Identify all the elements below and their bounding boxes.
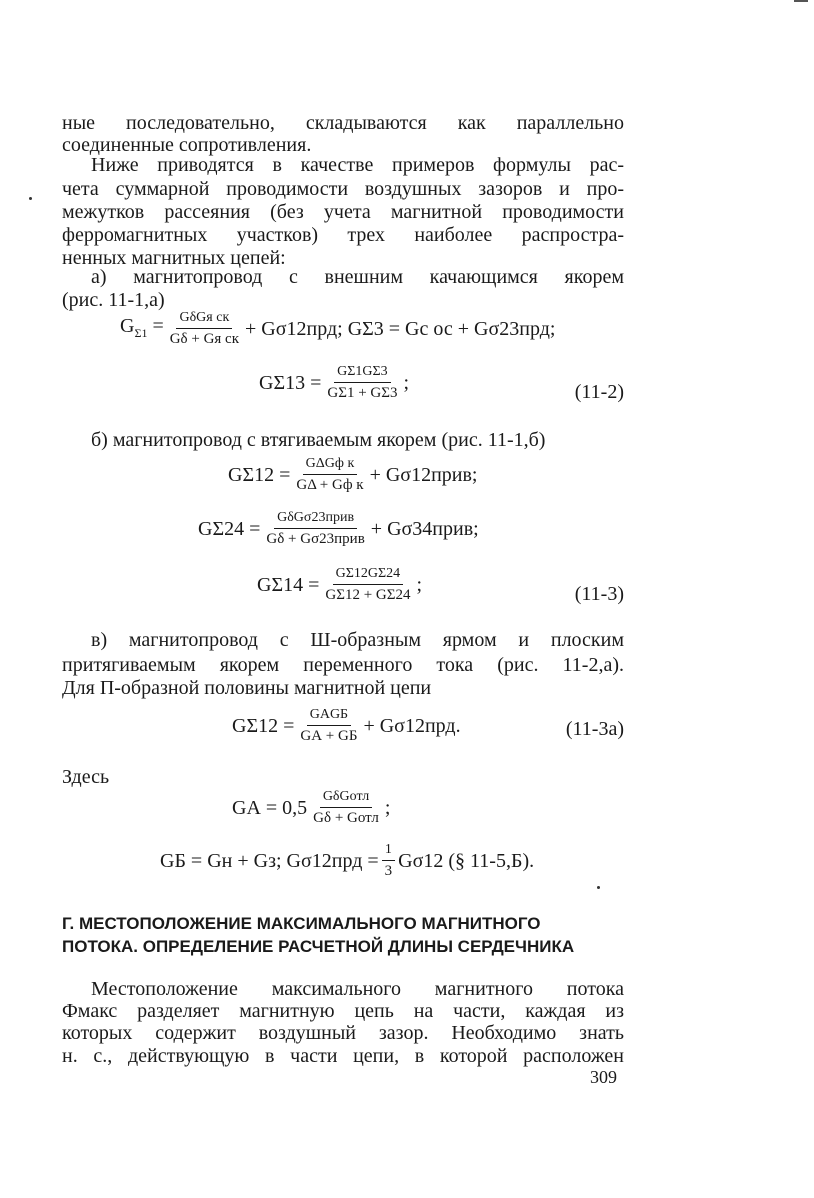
text-line: чета суммарной проводимости воздушных зазоров и про- — [62, 178, 624, 200]
section-heading: ПОТОКА. ОПРЕДЕЛЕНИЕ РАСЧЕТНОЙ ДЛИНЫ СЕРДЕЧНИКА — [62, 937, 575, 956]
text-line: межутков рассеяния (без учета магнитной проводимости — [62, 201, 624, 223]
formula-a2: GΣ13 = $\frac{G\Sigma 1G\Sigma 3}{G\Sigma 1 + G\Sigma 3}$ ; — [259, 364, 410, 401]
text-line: б) магнитопровод с втягиваемым якорем (рис. 11-1,б) — [91, 429, 546, 451]
page-number: 309 — [590, 1067, 617, 1087]
text-line: а) магнитопровод с внешним качающимся якорем — [91, 266, 624, 288]
equation-number: (11-2) — [574, 381, 624, 403]
text-line: н. с., действующую в части цепи, в которой расположен — [62, 1045, 624, 1067]
text-line: притягиваемым якорем переменного тока (рис. 11-2,а). — [62, 654, 624, 676]
text-line: Фмакс разделяет магнитную цепь на части, каждая из — [62, 1000, 624, 1022]
text-line: в) магнитопровод с Ш-образным ярмом и плоским — [91, 629, 624, 651]
formula-c1: GΣ12 = $\frac{\text{GАGБ}}{GА + GБ}$ + Gσ12прд. — [232, 707, 461, 744]
text-line: соединенные сопротивления. — [62, 134, 312, 156]
formula-c2: GА = 0,5 $\frac{\text{GδGотл}}{\text{Gδ + Gотл}}$ ; — [232, 789, 391, 826]
formula-a1: $G_{\Sigma 1}$ = $\frac{\text{GδGя ск}}{\text{Gδ + Gя ск}}$ + Gσ12прд; GΣ3 = Gс ос + Gσ23прд; — [120, 310, 556, 347]
text-line: ные последовательно, складываются как параллельно — [62, 112, 624, 134]
text-line: Для П-образной половины магнитной цепи — [62, 677, 432, 699]
equation-number: (11-3) — [574, 583, 624, 605]
text-line: которых содержит воздушный зазор. Необходимо знать — [62, 1022, 624, 1044]
speck — [29, 197, 32, 200]
formula-c3: GБ = Gн + Gз; Gσ12прд = $\frac{1}{3}$ Gσ12 (§ 11-5,Б). — [160, 842, 535, 879]
text-line: Местоположение максимального магнитного потока — [91, 978, 624, 1000]
formula-b2: GΣ24 = $\frac{\text{GδGσ23прив}}{\text{Gδ + Gσ23прив}}$ + Gσ34прив; — [198, 510, 479, 547]
text-line: Ниже приводятся в качестве примеров формулы рас- — [91, 154, 624, 176]
text-line: ненных магнитных цепей: — [62, 247, 286, 269]
corner-mark — [794, 0, 808, 2]
speck — [597, 886, 600, 889]
equation-number: (11-3а) — [565, 718, 624, 740]
text-line: ферромагнитных участков) трех наиболее распростра- — [62, 224, 624, 246]
text-line: Здесь — [62, 766, 110, 788]
text-line: (рис. 11-1,а) — [62, 289, 165, 311]
section-heading: Г. МЕСТОПОЛОЖЕНИЕ МАКСИМАЛЬНОГО МАГНИТНОГО — [62, 914, 541, 933]
formula-b1: GΣ12 = $\frac{\text{GΔGф к}}{\text{GΔ + Gф к}}$ + Gσ12прив; — [228, 456, 478, 493]
formula-b3: GΣ14 = $\frac{G\Sigma 12G\Sigma 24}{G\Sigma 12 + G\Sigma 24}$ ; — [257, 566, 423, 603]
